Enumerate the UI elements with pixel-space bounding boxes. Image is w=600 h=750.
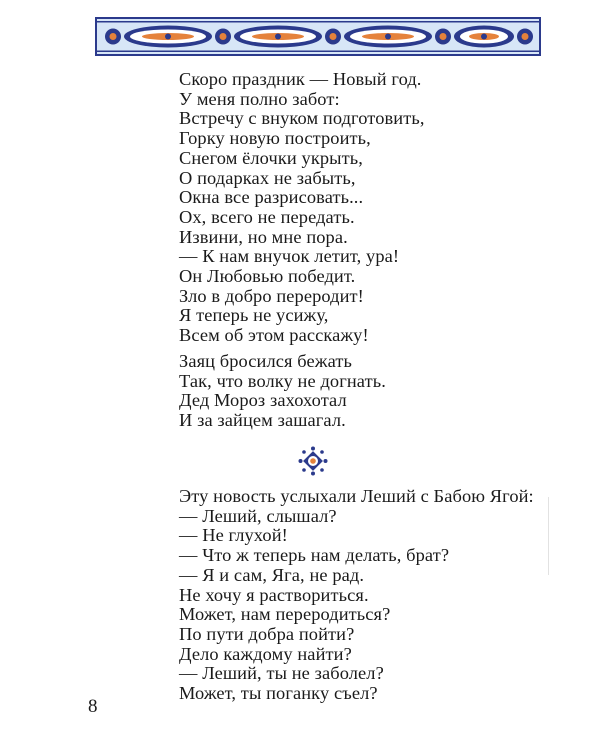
- poem-line: О подарках не забыть,: [179, 167, 356, 188]
- poem-line: — Что ж теперь нам делать, брат?: [179, 545, 450, 566]
- poem-line: У меня полно забот:: [179, 88, 340, 109]
- decorative-header-banner: [95, 17, 541, 56]
- poem-line: Встречу с внуком подготовить,: [179, 108, 425, 129]
- poem-line: Не хочу я раствориться.: [179, 584, 369, 605]
- poem-line: Всем об этом расскажу!: [179, 325, 369, 346]
- poem-line: Окна все разрисовать...: [179, 187, 364, 208]
- poem-line: Он Любовью победит.: [179, 266, 356, 287]
- poem-stanza-1: [179, 70, 425, 346]
- poem-line: Ох, всего не передать.: [179, 206, 355, 227]
- poem-line: Может, ты поганку съел?: [179, 683, 378, 704]
- poem-line: Заяц бросился бежать: [179, 351, 352, 371]
- poem-line: И за зайцем зашагал.: [179, 410, 346, 431]
- folk-ornament-icon: [97, 19, 539, 54]
- poem-line: Так, что волку не догнать.: [179, 370, 386, 391]
- page-number: 8: [88, 696, 98, 717]
- poem-line: Горку новую построить,: [179, 128, 371, 149]
- snowflake-ornament-icon: [298, 446, 328, 476]
- poem-line: — Леший, слышал?: [179, 505, 337, 526]
- poem-line: Может, нам переродиться?: [179, 604, 391, 625]
- poem-line: Дед Мороз захохотал: [179, 390, 347, 411]
- poem-line: Дело каждому найти?: [179, 643, 352, 664]
- poem-line: — К нам внучок летит, ура!: [179, 246, 400, 267]
- poem-line: Извини, но мне пора.: [179, 226, 348, 247]
- poem-line: Скоро праздник — Новый год.: [179, 69, 422, 89]
- poem-stanza-3: [179, 487, 534, 704]
- poem-line: Эту новость услыхали Леший с Бабою Ягой:: [179, 486, 534, 506]
- poem-line: — Я и сам, Яга, не рад.: [179, 564, 365, 585]
- poem-line: Я теперь не усижу,: [179, 305, 329, 326]
- poem-line: — Не глухой!: [179, 525, 288, 546]
- poem-line: Снегом ёлочки укрыть,: [179, 147, 363, 168]
- poem-stanza-2: [179, 352, 386, 431]
- page-edge-shadow: [548, 497, 549, 575]
- poem-line: По пути добра пойти?: [179, 623, 355, 644]
- poem-line: — Леший, ты не заболел?: [179, 663, 384, 684]
- poem-line: Зло в добро переродит!: [179, 285, 364, 306]
